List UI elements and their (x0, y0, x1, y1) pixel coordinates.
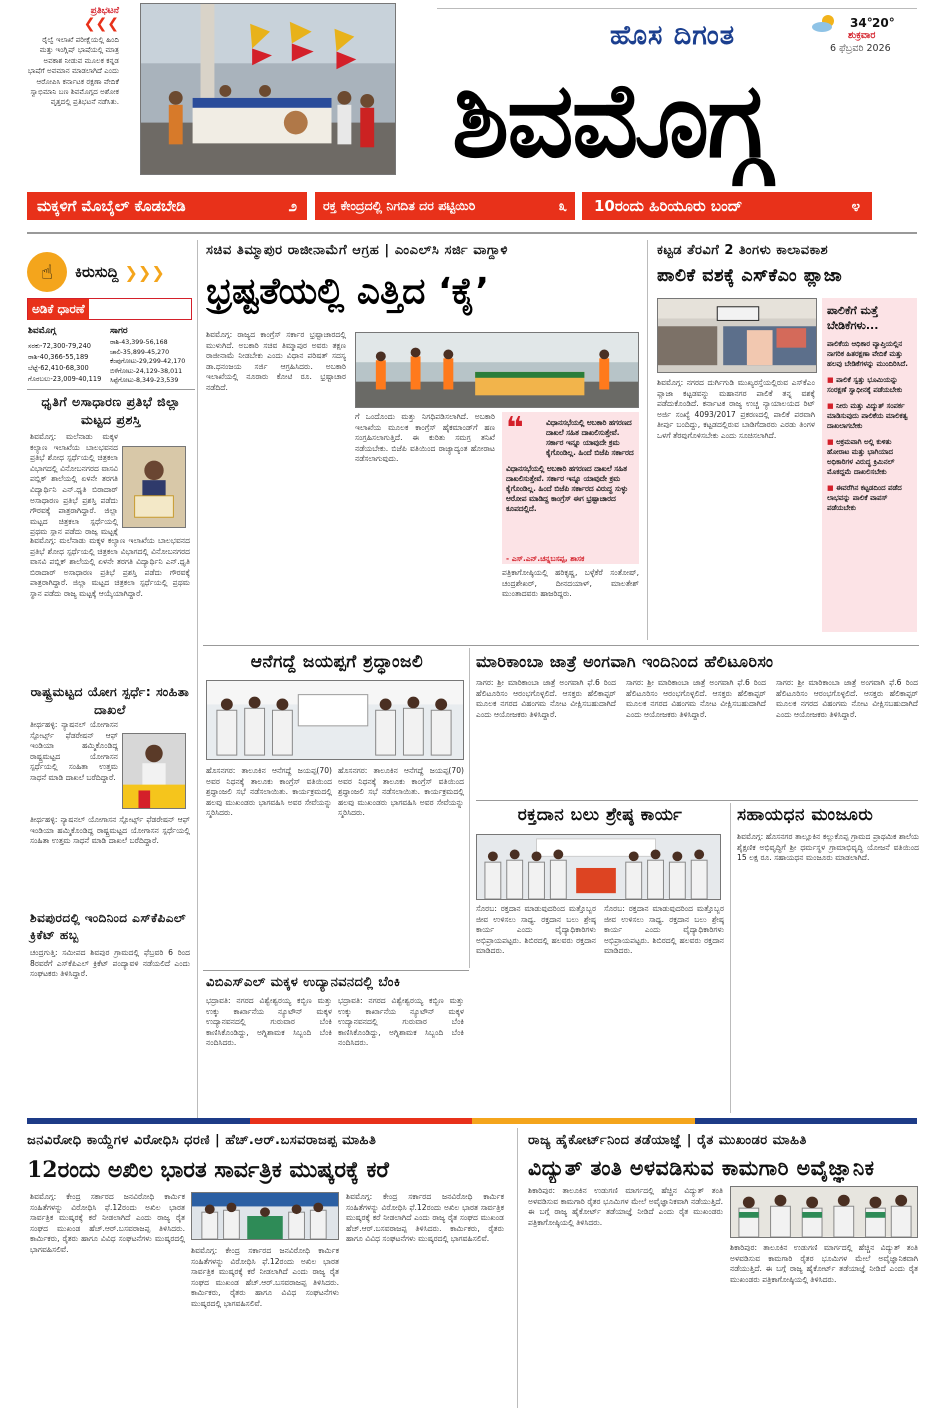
edition-title: ಶಿವಮೊಗ್ಗ (452, 59, 768, 181)
bullet-icon: ■ (827, 438, 837, 446)
plaza-sidebar (822, 298, 917, 632)
quote-icon: ❝ (506, 411, 524, 446)
teaser-1-page: ೨ (288, 197, 297, 215)
bottom-right-kicker: ರಾಜ್ಯ ಹೈಕೋರ್ಟ್‌ನಿಂದ ತಡೆಯಾಜ್ಞೆ | ರೈತ ಮುಖಂಡರ ಮಾಹಿತಿ (528, 1133, 807, 1148)
bottom-left-text-c: ಶಿವಮೊಗ್ಗ: ಕೇಂದ್ರ ಸರ್ಕಾರದ ಜನವಿರೋಧಿ ಕಾರ್ಮಿಕ ಸಂಹಿತೆಗಳನ್ನು ವಿರೋಧಿಸಿ ಫೆ.12ರಂದು ಅಖಿಲ ಭಾರತ ಸಾರ್ವತ್ರಿಕ ಮುಷ್ಕರಕ್ಕೆ ಕರೆ ನೀಡಲಾಗಿದೆ ಎಂದು ರಾಜ್ಯ ರೈತ ಸಂಘದ ಮುಖಂಡ ಹೆಚ್.ಆರ್.ಬಸವರಾಜಪ್ಪ ತಿಳಿಸಿದರು. ಕಾರ್ಮಿಕರು, ರೈತರು ಹಾಗೂ ವಿವಿಧ ಸಂಘಟನೆಗಳು ಮುಷ್ಕರದಲ್ಲಿ ಭಾಗವಹಿಸಲಿವೆ. (346, 1192, 504, 1244)
color-rule (27, 1118, 917, 1124)
chevron-right-icon: ❯❯❯ (124, 262, 165, 282)
anegadde-title: ಆನೆಗದ್ದೆ ಜಯಪ್ಪಗೆ ಶ್ರದ್ಧಾಂಜಲಿ (250, 652, 424, 672)
plaza-side-item-text: ಪಾಲಿಕೆ ಸ್ವತ್ತು ಭೂಮಿಯನ್ನು ಸಂರಕ್ಷಣೆ ಸ್ವಾಧೀನಕ್ಕೆ ಪಡೆಯಬೇಕು (827, 376, 903, 394)
adike-place-1: ಶಿವಮೊಗ್ಗ (28, 326, 56, 336)
bullet-icon: ■ (827, 484, 837, 492)
pointing-hand-icon: ☝ (27, 252, 67, 292)
rate-row: ಗೊರಬಲು-23,009-40,119 (28, 375, 102, 383)
plaza-side-item (827, 483, 912, 513)
raktadana-title: ರಕ್ತದಾನ ಬಲು ಶ್ರೇಷ್ಠ ಕಾರ್ಯ (517, 805, 683, 825)
teaser-1-text: ಮಕ್ಕಳಿಗೆ ಮೊಬೈಲ್ ಕೊಡಬೇಡಿ (37, 197, 186, 215)
protest-photo (140, 3, 396, 175)
plaza-side-item (827, 401, 912, 431)
section-rule (27, 232, 917, 234)
plaza-side-item (827, 437, 912, 477)
plaza-side-title: ಪಾಲಿಕೆಗೆ ಮತ್ತೆ ಬೇಡಿಕೆಗಳು... (827, 304, 879, 332)
lead-text-2: ಗೆ ಒಂದೊಂದು ಮತ್ತು ನಿಗಧಿಪಡಿಸಲಾಗಿದೆ. ಅಬಕಾರಿ ಇಲಾಖೆಯ ಮೂಲಕ ಕಾಂಗ್ರೆಸ್ ಹೈಕಮಾಂಡ್‌ಗೆ ಹಣ ಸಂಗ್ರಹಿಸಲಾಗುತ್ತಿದೆ. ಈ ಕುರಿತು ಸಮಗ್ರ ತನಿಖೆ ನಡೆಯಬೇಕು. ಬಿಜೆಪಿ ವತಿಯಿಂದ ರಾಜ್ಯಾದ್ಯಂತ ಹೋರಾಟ ನಡೆಸಲಾಗುವುದು. (355, 412, 495, 464)
plaza-side-item-text: ಅಕ್ರಮವಾಗಿ ಅಲ್ಲಿ ಕುಳಿತು ಹೋರಾಟ ಮತ್ತು ಭಾಗಿಯಾದ ಅಧಿಕಾರಿಗಳ ವಿರುದ್ಧ ಕ್ರಿಮಿನಲ್ ಮೊಕದ್ದಮೆ ದಾಖಲಿಸಬೇಕು (827, 438, 895, 476)
story1-text-b: ಶಿವಮೊಗ್ಗ: ಮಲೆನಾಡು ಮಕ್ಕಳ ಕಲ್ಯಾಣ ಇಲಾಖೆಯ ಬಾಲಭವನದ ಪ್ರತಿಭೆ ಶೋಧ ಸ್ಪರ್ಧೆಯಲ್ಲಿ ಚಿತ್ರಕಲಾ ವಿಭಾಗದಲ್ಲಿ ವಿನೋಬನಗರದ ವಾಸವಿ ಪಬ್ಲಿಕ್ ಶಾಲೆಯಲ್ಲಿ ಏಳನೇ ತರಗತಿ ವಿದ್ಯಾರ್ಥಿನಿ ಎನ್.ಧೃತಿ ಬಿರಾದಾರ್ ಅಸಾಧಾರಣ ಪ್ರತಿಭೆ ಪ್ರಶಸ್ತಿ ಪಡೆದು ಗೌರವಕ್ಕೆ ಪಾತ್ರರಾಗಿದ್ದಾರೆ. ಜಿಲ್ಲಾ ಮಟ್ಟದ ಚಿತ್ರಕಲಾ ಸ್ಪರ್ಧೆಯಲ್ಲಿ ಪ್ರಥಮ ಸ್ಥಾನ ಪಡೆದು ರಾಜ್ಯ ಮಟ್ಟಕ್ಕೆ ಆಯ್ಕೆಯಾಗಿದ್ದಾರೆ. (30, 536, 190, 598)
temp-high: 34° (850, 16, 873, 30)
bottom-right-text-a: ಶಿಕಾರಿಪುರ: ತಾಲೂಕಿನ ಉಡುಗಣಿ ಮಾರ್ಗದಲ್ಲಿ ಹೆಚ್ಚಿನ ವಿದ್ಯುತ್ ತಂತಿ ಅಳವಡಿಸುವ ಕಾಮಗಾರಿ ರೈತರ ಭೂಮಿಗಳ ಮೇಲೆ ಅವೈಜ್ಞಾನಿಕವಾಗಿ ನಡೆಯುತ್ತಿದೆ. ಈ ಬಗ್ಗೆ ರಾಜ್ಯ ಹೈಕೋರ್ಟ್ ತಡೆಯಾಜ್ಞೆ ನೀಡಿದೆ ಎಂದು ರೈತ ಮುಖಂಡರು ಪತ್ರಿಕಾಗೋಷ್ಠಿಯಲ್ಲಿ ತಿಳಿಸಿದರು. (528, 1186, 723, 1227)
lead-kicker: ಸಚಿವ ತಿಮ್ಮಾಪುರ ರಾಜೀನಾಮೆಗೆ ಆಗ್ರಹ | ಎಂಎಲ್‌ಸಿ ಸರ್ಜಿ ವಾಗ್ದಾಳಿ (206, 243, 509, 258)
anegadde-text-a: ಹೊಸನಗರ: ತಾಲೂಕಿನ ಆನೆಗದ್ದೆ ಜಯಪ್ಪ(70) ಅವರ ನಿಧನಕ್ಕೆ ತಾಲೂಕು ಕಾಂಗ್ರೆಸ್ ವತಿಯಿಂದ ಶ್ರದ್ಧಾಂಜಲಿ ಸಭೆ ನಡೆಸಲಾಯಿತು. ಕಾರ್ಯಕ್ರಮದಲ್ಲಿ ಹಲವು ಮುಖಂಡರು ಭಾಗವಹಿಸಿ ಅವರ ಸೇವೆಯನ್ನು ಸ್ಮರಿಸಿದರು. (206, 766, 332, 818)
story3-text: ಚಂದ್ರಗುತ್ತಿ: ಸಮೀಪದ ಶಿವಪುರ ಗ್ರಾಮದಲ್ಲಿ ಫೆಬ್ರವರಿ 6 ರಿಂದ 8ರವರೆಗೆ ಎಸ್‌ಕೆಪಿಎಲ್ ಕ್ರಿಕೆಟ್ ಪಂದ್ಯಾವಳಿ ನಡೆಯಲಿದೆ ಎಂದು ಸಂಘಟಕರು ತಿಳಿಸಿದ್ದಾರೆ. (30, 948, 190, 979)
col-divider (197, 240, 198, 1120)
section-rule (203, 645, 919, 646)
teaser-3-text: 10ರಂದು ಹಿರಿಯೂರು ಬಂದ್ (594, 197, 743, 215)
bottom-right-headline: ವಿದ್ಯುತ್ ತಂತಿ ಅಳವಡಿಸುವ ಕಾಮಗಾರಿ ಅವೈಜ್ಞಾನಿಕ (528, 1156, 875, 1180)
teaser-2-text: ರಕ್ತ ಕೇಂದ್ರದಲ್ಲಿ ನಿಗದಿತ ದರ ಪಟ್ಟಿಯಿರಿ (323, 198, 476, 213)
adike-rates-1 (28, 341, 110, 385)
story2-title: ರಾಷ್ಟ್ರಮಟ್ಟದ ಯೋಗ ಸ್ಪರ್ಧೆ: ಸಂಹಿತಾ ದಾಖಲೆ (30, 684, 190, 717)
bottom-left-text-a: ಶಿವಮೊಗ್ಗ: ಕೇಂದ್ರ ಸರ್ಕಾರದ ಜನವಿರೋಧಿ ಕಾರ್ಮಿಕ ಸಂಹಿತೆಗಳನ್ನು ವಿರೋಧಿಸಿ ಫೆ.12ರಂದು ಅಖಿಲ ಭಾರತ ಸಾರ್ವತ್ರಿಕ ಮುಷ್ಕರಕ್ಕೆ ಕರೆ ನೀಡಲಾಗಿದೆ ಎಂದು ರಾಜ್ಯ ರೈತ ಸಂಘದ ಮುಖಂಡ ಹೆಚ್.ಆರ್.ಬಸವರಾಜಪ್ಪ ತಿಳಿಸಿದರು. ಕಾರ್ಮಿಕರು, ರೈತರು ಹಾಗೂ ವಿವಿಧ ಸಂಘಟನೆಗಳು ಮುಷ್ಕರದಲ್ಲಿ ಭಾಗವಹಿಸಲಿವೆ. (30, 1192, 185, 1254)
divider (476, 800, 918, 801)
vibgyor-text-b: ಭದ್ರಾವತಿ: ನಗರದ ವಿಶ್ವೇಶ್ವರಯ್ಯ ಕಬ್ಬಿಣ ಮತ್ತು ಉಕ್ಕು ಕಾರ್ಖಾನೆಯ ನ್ಯೂಟೌನ್ ಮಕ್ಕಳ ಉದ್ಯಾನವನದಲ್ಲಿ ಗುರುವಾರ ಬೆಂಕಿ ಕಾಣಿಸಿಕೊಂಡಿದ್ದು, ಅಗ್ನಿಶಾಮಕ ಸಿಬ್ಬಂದಿ ಬೆಂಕಿ ನಂದಿಸಿದರು. (338, 996, 464, 1048)
kirusuddi-title: ಕಿರುಸುದ್ದಿ (75, 263, 119, 281)
col-divider (647, 240, 648, 640)
divider (27, 389, 195, 390)
teaser-3[interactable] (582, 192, 872, 220)
marikamba-text-c: ಸಾಗರ: ಶ್ರೀ ಮಾರಿಕಾಂಬಾ ಜಾತ್ರೆ ಅಂಗವಾಗಿ ಫೆ.6 ರಿಂದ ಹೆಲಿಟೂರಿಸಂ ಆರಂಭಗೊಳ್ಳಲಿದೆ. ಆಸಕ್ತರು ಹೆಲಿಕಾಪ್ಟರ್ ಮೂಲಕ ನಗರದ ವಿಹಂಗಮ ನೋಟ ವೀಕ್ಷಿಸಬಹುದಾಗಿದೆ ಎಂದು ಆಯೋಜಕರು ತಿಳಿಸಿದ್ದಾರೆ. (776, 678, 918, 719)
pratibhatane-label: ಪ್ರತಿಭಟನೆ (90, 6, 119, 16)
lead-photo (355, 332, 639, 408)
vibgyor-text-a: ಭದ್ರಾವತಿ: ನಗರದ ವಿಶ್ವೇಶ್ವರಯ್ಯ ಕಬ್ಬಿಣ ಮತ್ತು ಉಕ್ಕು ಕಾರ್ಖಾನೆಯ ನ್ಯೂಟೌನ್ ಮಕ್ಕಳ ಉದ್ಯಾನವನದಲ್ಲಿ ಗುರುವಾರ ಬೆಂಕಿ ಕಾಣಿಸಿಕೊಂಡಿದ್ದು, ಅಗ್ನಿಶಾಮಕ ಸಿಬ್ಬಂದಿ ಬೆಂಕಿ ನಂದಿಸಿದರು. (206, 996, 332, 1048)
dhruti-photo (122, 446, 186, 528)
rate-row: ಚಾಲಿ-35,899-45,270 (110, 348, 170, 356)
marikamba-title: ಮಾರಿಕಾಂಬಾ ಜಾತ್ರೆ ಅಂಗವಾಗಿ ಇಂದಿನಿಂದ ಹೆಲಿಟೂರಿಸಂ (476, 652, 774, 671)
teaser-2[interactable] (315, 192, 575, 220)
col-divider (730, 803, 731, 1113)
raktadana-photo (476, 834, 721, 900)
sahaya-text: ಶಿವಮೊಗ್ಗ: ಹೊಸನಗರ ತಾಲ್ಲೂಕಿನ ಕಲ್ಲುಕೊಪ್ಪ ಗ್ರಾಮದ ಪ್ರಾಥಮಿಕ ಶಾಲೆಯ ಶೈಕ್ಷಣಿಕ ಅಭಿವೃದ್ಧಿಗೆ ಶ್ರೀ ಧರ್ಮಸ್ಥಳ ಗ್ರಾಮಾಭಿವೃದ್ಧಿ ಯೋಜನೆ ವತಿಯಿಂದ 15 ಲಕ್ಷ ರೂ. ಸಹಾಯಧನ ಮಂಜೂರು ಮಾಡಲಾಗಿದೆ. (737, 832, 919, 863)
story1-text-a: ಶಿವಮೊಗ್ಗ: ಮಲೆನಾಡು ಮಕ್ಕಳ ಕಲ್ಯಾಣ ಇಲಾಖೆಯ ಬಾಲಭವನದ ಪ್ರತಿಭೆ ಶೋಧ ಸ್ಪರ್ಧೆಯಲ್ಲಿ ಚಿತ್ರಕಲಾ ವಿಭಾಗದಲ್ಲಿ ವಿನೋಬನಗರದ ವಾಸವಿ ಪಬ್ಲಿಕ್ ಶಾಲೆಯಲ್ಲಿ ಏಳನೇ ತರಗತಿ ವಿದ್ಯಾರ್ಥಿನಿ ಎನ್.ಧೃತಿ ಬಿರಾದಾರ್ ಅಸಾಧಾರಣ ಪ್ರತಿಭೆ ಪ್ರಶಸ್ತಿ ಪಡೆದು ಗೌರವಕ್ಕೆ ಪಾತ್ರರಾಗಿದ್ದಾರೆ. ಜಿಲ್ಲಾ ಮಟ್ಟದ ಚಿತ್ರಕಲಾ ಸ್ಪರ್ಧೆಯಲ್ಲಿ ಪ್ರಥಮ ಸ್ಥಾನ ಪಡೆದು ರಾಜ್ಯ ಮಟ್ಟಕ್ಕೆ (30, 432, 118, 536)
lead-quote: ವಿಧಾನಸಭೆಯಲ್ಲಿ ಅಬಕಾರಿ ಹಗರಣದ ದಾಖಲೆ ಸಹಿತ ದಾಖಲಿಸುತ್ತೇವೆ. ಸರ್ಕಾರ ಇನ್ನೂ ಯಾವುದೇ ಕ್ರಮ ಕೈಗೊಂಡಿಲ್ಲ. ಹಿಂದೆ ಬಿಜೆಪಿ ಸರ್ಕಾರದ ವಿರುದ್ಧ ಸುಳ್ಳು ಆರೋಪ ಮಾಡಿದ್ದ ಕಾಂಗ್ರೆಸ್ ಈಗ ಭ್ರಷ್ಟಾಚಾರದ ಕೂಪದಲ್ಲಿದೆ. (506, 464, 628, 513)
anegadde-photo (206, 680, 464, 760)
bullet-icon: ■ (827, 376, 837, 384)
bottom-left-photo (191, 1192, 339, 1240)
divider (203, 970, 469, 971)
plaza-headline: ಪಾಲಿಕೆ ವಶಕ್ಕೆ ಎಸ್‌ಕೆಎಂ ಪ್ಲಾಜಾ (657, 266, 843, 286)
rate-row: ಬೆಟ್ಟೆ-62,410-68,300 (28, 364, 89, 372)
bottom-right-text-b: ಶಿಕಾರಿಪುರ: ತಾಲೂಕಿನ ಉಡುಗಣಿ ಮಾರ್ಗದಲ್ಲಿ ಹೆಚ್ಚಿನ ವಿದ್ಯುತ್ ತಂತಿ ಅಳವಡಿಸುವ ಕಾಮಗಾರಿ ರೈತರ ಭೂಮಿಗಳ ಮೇಲೆ ಅವೈಜ್ಞಾನಿಕವಾಗಿ ನಡೆಯುತ್ತಿದೆ. ಈ ಬಗ್ಗೆ ರಾಜ್ಯ ಹೈಕೋರ್ಟ್ ತಡೆಯಾಜ್ಞೆ ನೀಡಿದೆ ಎಂದು ರೈತ ಮುಖಂಡರು ಪತ್ರಿಕಾಗೋಷ್ಠಿಯಲ್ಲಿ ತಿಳಿಸಿದರು. (730, 1243, 918, 1284)
bottom-left-kicker: ಜನವಿರೋಧಿ ಕಾಯ್ದೆಗಳ ವಿರೋಧಿಸಿ ಧರಣಿ | ಹೆಚ್.ಆರ್.ಬಸವರಾಜಪ್ಪ ಮಾಹಿತಿ (27, 1133, 377, 1148)
paper-logo: ಹೊಸ ದಿಗಂತ (610, 20, 736, 51)
plaza-side-item: ಪಾಲಿಕೆಯ ಆಧಿಕಾರ ವ್ಯಾಪ್ತಿಯಲ್ಲಿನ ನಾಗರಿಕ ಹಿತರಕ್ಷಣಾ ವೇದಿಕೆ ಮತ್ತು ಹಲವು ಬೇಡಿಕೆಗಳನ್ನು ಮುಂದಿರಿಸಿದೆ. (827, 340, 908, 368)
marikamba-text-a: ಸಾಗರ: ಶ್ರೀ ಮಾರಿಕಾಂಬಾ ಜಾತ್ರೆ ಅಂಗವಾಗಿ ಫೆ.6 ರಿಂದ ಹೆಲಿಟೂರಿಸಂ ಆರಂಭಗೊಳ್ಳಲಿದೆ. ಆಸಕ್ತರು ಹೆಲಿಕಾಪ್ಟರ್ ಮೂಲಕ ನಗರದ ವಿಹಂಗಮ ನೋಟ ವೀಕ್ಷಿಸಬಹುದಾಗಿದೆ ಎಂದು ಆಯೋಜಕರು ತಿಳಿಸಿದ್ದಾರೆ. (476, 678, 616, 719)
anegadde-text-b: ಹೊಸನಗರ: ತಾಲೂಕಿನ ಆನೆಗದ್ದೆ ಜಯಪ್ಪ(70) ಅವರ ನಿಧನಕ್ಕೆ ತಾಲೂಕು ಕಾಂಗ್ರೆಸ್ ವತಿಯಿಂದ ಶ್ರದ್ಧಾಂಜಲಿ ಸಭೆ ನಡೆಸಲಾಯಿತು. ಕಾರ್ಯಕ್ರಮದಲ್ಲಿ ಹಲವು ಮುಖಂಡರು ಭಾಗವಹಿಸಿ ಅವರ ಸೇವೆಯನ್ನು ಸ್ಮರಿಸಿದರು. (338, 766, 464, 818)
plaza-side-item (827, 375, 912, 395)
lead-quote-by: - ಎಸ್.ಎನ್.ಚನ್ನಬಸಪ್ಪ, ಶಾಸಕ (506, 554, 585, 563)
bottom-left-text-b: ಶಿವಮೊಗ್ಗ: ಕೇಂದ್ರ ಸರ್ಕಾರದ ಜನವಿರೋಧಿ ಕಾರ್ಮಿಕ ಸಂಹಿತೆಗಳನ್ನು ವಿರೋಧಿಸಿ ಫೆ.12ರಂದು ಅಖಿಲ ಭಾರತ ಸಾರ್ವತ್ರಿಕ ಮುಷ್ಕರಕ್ಕೆ ಕರೆ ನೀಡಲಾಗಿದೆ ಎಂದು ರಾಜ್ಯ ರೈತ ಸಂಘದ ಮುಖಂಡ ಹೆಚ್.ಆರ್.ಬಸವರಾಜಪ್ಪ ತಿಳಿಸಿದರು. ಕಾರ್ಮಿಕರು, ರೈತರು ಹಾಗೂ ವಿವಿಧ ಸಂಘಟನೆಗಳು ಮುಷ್ಕರದಲ್ಲಿ ಭಾಗವಹಿಸಲಿವೆ. (191, 1246, 339, 1308)
raktadana-text-a: ಸೊರಬ: ರಕ್ತದಾನ ಮಾಡುವುದರಿಂದ ಮತ್ತೊಬ್ಬರ ಜೀವ ಉಳಿಸಲು ಸಾಧ್ಯ. ರಕ್ತದಾನ ಬಲು ಶ್ರೇಷ್ಠ ಕಾರ್ಯ ಎಂದು ವೈದ್ಯಾಧಿಕಾರಿಗಳು ಅಭಿಪ್ರಾಯಪಟ್ಟರು. ಶಿಬಿರದಲ್ಲಿ ಹಲವರು ರಕ್ತದಾನ ಮಾಡಿದರು. (476, 904, 596, 956)
adike-place-2: ಸಾಗರ (110, 326, 128, 336)
plaza-photo (657, 298, 817, 373)
col-divider (469, 648, 470, 968)
masthead-rule (437, 8, 917, 9)
date: 6 ಫೆಬ್ರವರಿ 2026 (830, 43, 891, 54)
lead-quote-top: ವಿಧಾನಸಭೆಯಲ್ಲಿ ಅಬಕಾರಿ ಹಗರಣದ ದಾಖಲೆ ಸಹಿತ ದಾಖಲಿಸುತ್ತೇವೆ. ಸರ್ಕಾರ ಇನ್ನೂ ಯಾವುದೇ ಕ್ರಮ ಕೈಗೊಂಡಿಲ್ಲ. ಹಿಂದೆ ಬಿಜೆಪಿ ಸರ್ಕಾರದ (546, 418, 634, 457)
lead-text-1: ಶಿವಮೊಗ್ಗ: ರಾಜ್ಯದ ಕಾಂಗ್ರೆಸ್ ಸರ್ಕಾರ ಭ್ರಷ್ಟಾಚಾರದಲ್ಲಿ ಮುಳುಗಿದೆ. ಅಬಕಾರಿ ಸಚಿವ ತಿಮ್ಮಾಪುರ ಅವರು ತಕ್ಷಣ ರಾಜೀನಾಮೆ ನೀಡಬೇಕು ಎಂದು ವಿಧಾನ ಪರಿಷತ್ ಸದಸ್ಯ ಡಾ.ಧನಂಜಯ ಸರ್ಜಿ ಆಗ್ರಹಿಸಿದರು. ಅಬಕಾರಿ ಇಲಾಖೆಯಲ್ಲಿ ನೂರಾರು ಕೋಟಿ ರೂ. ಭ್ರಷ್ಟಾಚಾರ ನಡೆದಿದೆ. (206, 330, 346, 392)
story3-title: ಶಿವಪುರದಲ್ಲಿ ಇಂದಿನಿಂದ ಎಸ್‌ಕೆಪಿಎಲ್ ಕ್ರಿಕೆಟ್ ಹಬ್ಬ (30, 911, 187, 942)
teaser-2-page: ೩ (558, 197, 567, 215)
plaza-text: ಶಿವಮೊಗ್ಗ: ನಗರದ ದುರ್ಗಿಗುಡಿ ಮುಖ್ಯರಸ್ತೆಯಲ್ಲಿರುವ ಎಸ್‌ಕೆಎಂ ಪ್ಲಾಜಾ ಕಟ್ಟಡವನ್ನು ಮಹಾನಗರ ಪಾಲಿಕೆ ತನ್ನ ವಶಕ್ಕೆ ಪಡೆದುಕೊಂಡಿದೆ. ಕರ್ನಾಟಕ ರಾಜ್ಯ ಉಚ್ಚ ನ್ಯಾಯಾಲಯದ ರಿಟ್ ಅರ್ಜಿ ಸಂಖ್ಯೆ 4093/2017 ಪ್ರಕರಣದಲ್ಲಿ ಪಾಲಿಕೆ ಪರವಾಗಿ ತೀರ್ಪು ಬಂದಿದ್ದು, ಕಟ್ಟಡದಲ್ಲಿರುವ ಬಾಡಿಗೆದಾರರು ಎರಡು ತಿಂಗಳ ಒಳಗೆ ತೆರವುಗೊಳಿಸಬೇಕು ಎಂದು ಸೂಚಿಸಲಾಗಿದೆ. (657, 378, 815, 440)
weather-icon (810, 12, 840, 34)
bottom-left-headline: 12ರಂದು ಅಖಿಲ ಭಾರತ ಸಾರ್ವತ್ರಿಕ ಮುಷ್ಕರಕ್ಕೆ ಕರೆ (27, 1157, 389, 1183)
plaza-side-item-text: ಈವರೆಗಿನ ಕಟ್ಟಡದಿಂದ ಪಡೆದ ಲಾಭವನ್ನು ಪಾಲಿಕೆ ವಾಪಸ್ ಪಡೆಯಬೇಕು (827, 484, 902, 512)
plaza-kicker: ಕಟ್ಟಡ ತೆರವಿಗೆ 2 ತಿಂಗಳು ಕಾಲಾವಕಾಶ (657, 243, 829, 258)
rate-row: ರಾಶಿ-40,366-55,189 (28, 353, 89, 361)
lead-quote-box (502, 412, 639, 564)
bullet-icon: ■ (827, 402, 837, 410)
story2-text-b: ತೀರ್ಥಹಳ್ಳಿ: ನ್ಯಾಷನಲ್ ಯೋಗಾಸನ ಸ್ಪೋರ್ಟ್ಸ್ ಫೆಡರೇಷನ್ ಆಫ್ ಇಂಡಿಯಾ ಹಮ್ಮಿಕೊಂಡಿದ್ದ ರಾಷ್ಟ್ರಮಟ್ಟದ ಯೋಗಾಸನ ಸ್ಪರ್ಧೆಯಲ್ಲಿ ಸಂಹಿತಾ ಉತ್ತಮ ಸಾಧನೆ ಮಾಡಿ ದಾಖಲೆ ಬರೆದಿದ್ದಾರೆ. (30, 815, 190, 846)
temp-low: 20° (872, 16, 895, 30)
chevrons-icon: ❮❮❮ (83, 16, 119, 32)
rate-row: ಬಿಳೆಗೋಟು-24,129-38,011 (110, 367, 183, 375)
adike-rates-2 (110, 338, 196, 386)
marikamba-text-b: ಸಾಗರ: ಶ್ರೀ ಮಾರಿಕಾಂಬಾ ಜಾತ್ರೆ ಅಂಗವಾಗಿ ಫೆ.6 ರಿಂದ ಹೆಲಿಟೂರಿಸಂ ಆರಂಭಗೊಳ್ಳಲಿದೆ. ಆಸಕ್ತರು ಹೆಲಿಕಾಪ್ಟರ್ ಮೂಲಕ ನಗರದ ವಿಹಂಗಮ ನೋಟ ವೀಕ್ಷಿಸಬಹುದಾಗಿದೆ ಎಂದು ಆಯೋಜಕರು ತಿಳಿಸಿದ್ದಾರೆ. (626, 678, 766, 719)
rate-row: ಸರಕು-72,300-79,240 (28, 342, 91, 350)
rate-row: ರಾಶಿ-43,399-56,168 (110, 339, 168, 346)
story1-title: ಧೃತಿಗೆ ಅಸಾಧಾರಣ ಪ್ರತಿಭೆ ಜಿಲ್ಲಾ ಮಟ್ಟದ ಪ್ರಶಸ್ತಿ (41, 394, 181, 427)
lead-headline: ಭ್ರಷ್ಟತೆಯಲ್ಲಿ ಎತ್ತಿದ ‘ಕೈ’ (206, 271, 489, 312)
kirusuddi-header (27, 248, 192, 296)
adike-label: ಅಡಿಕೆ ಧಾರಣೆ (28, 299, 89, 320)
pratibhatane-box (27, 6, 119, 178)
raktadana-text-b: ಸೊರಬ: ರಕ್ತದಾನ ಮಾಡುವುದರಿಂದ ಮತ್ತೊಬ್ಬರ ಜೀವ ಉಳಿಸಲು ಸಾಧ್ಯ. ರಕ್ತದಾನ ಬಲು ಶ್ರೇಷ್ಠ ಕಾರ್ಯ ಎಂದು ವೈದ್ಯಾಧಿಕಾರಿಗಳು ಅಭಿಪ್ರಾಯಪಟ್ಟರು. ಶಿಬಿರದಲ್ಲಿ ಹಲವರು ರಕ್ತದಾನ ಮಾಡಿದರು. (604, 904, 724, 956)
plaza-side-item-text: ನೀರು ಮತ್ತು ವಿದ್ಯುತ್ ಸಂಪರ್ಕ ಮಾಡಿಸುವುದು ಪಾಲಿಕೆಯ ಮಾಲಿಕತ್ವ ದಾಖಲಾಗಬೇಕು (827, 402, 908, 430)
samhita-photo (122, 733, 186, 809)
adike-label-box (27, 298, 192, 320)
teaser-3-page: ೪ (851, 197, 860, 215)
vibgyor-title: ವಿಬಿಎಸ್‌ಎಲ್ ಮಕ್ಕಳ ಉದ್ಯಾನವನದಲ್ಲಿ ಬೆಂಕಿ (206, 975, 401, 990)
sahaya-title: ಸಹಾಯಧನ ಮಂಜೂರು (737, 805, 874, 825)
teaser-1[interactable] (27, 192, 307, 220)
story2-text-a: ತೀರ್ಥಹಳ್ಳಿ: ನ್ಯಾಷನಲ್ ಯೋಗಾಸನ ಸ್ಪೋರ್ಟ್ಸ್ ಫೆಡರೇಷನ್ ಆಫ್ ಇಂಡಿಯಾ ಹಮ್ಮಿಕೊಂಡಿದ್ದ ರಾಷ್ಟ್ರಮಟ್ಟದ ಯೋಗಾಸನ ಸ್ಪರ್ಧೆಯಲ್ಲಿ ಸಂಹಿತಾ ಉತ್ತಮ ಸಾಧನೆ ಮಾಡಿ ದಾಖಲೆ ಬರೆದಿದ್ದಾರೆ. (30, 720, 118, 782)
rate-row: ಕೆಂಪುಗೋಟು-29,299-42,170 (110, 358, 186, 366)
lead-caption: ಪತ್ರಿಕಾಗೋಷ್ಠಿಯಲ್ಲಿ ಹರಿಕೃಷ್ಣ, ಬಳ್ಳೆಕೆರೆ ಸಂತೋಷ್, ಚಂದ್ರಶೇಖರ್, ದೀನದಯಾಳ್, ಮಾಲತೇಶ್ ಮುಂತಾದವರು ಹಾಜರಿದ್ದರು. (502, 568, 639, 599)
weekday: ಶುಕ್ರವಾರ (848, 30, 876, 41)
bottom-right-photo (730, 1186, 918, 1238)
col-divider (517, 1128, 518, 1408)
pratibhatane-text: ರೈಲ್ವೆ ಇಲಾಖೆ ಪರೀಕ್ಷೆಯಲ್ಲಿ ಹಿಂದಿ ಮತ್ತು ಇಂಗ್ಲಿಷ್ ಭಾಷೆಯಲ್ಲಿ ಮಾತ್ರ ಅವಕಾಶ ನೀಡುವ ಮೂಲಕ ಕನ್ನಡ ಭಾಷೆಗೆ ಅವಮಾನ ಮಾಡಲಾಗಿದೆ ಎಂದು ಆರೋಪಿಸಿ ಕರ್ನಾಟಕ ರಕ್ಷಣಾ ವೇದಿಕೆ ಸ್ವಾಭಿಮಾನಿ ಬಣ ಶಿವಮೊಗ್ಗದ ಅಶೋಕ ವೃತ್ತದಲ್ಲಿ ಪ್ರತಿಭಟನೆ ನಡೆಸಿತು. (27, 35, 119, 107)
rate-row: ಸಿಪ್ಪೆಗೋಟು-8,349-23,539 (110, 377, 179, 385)
